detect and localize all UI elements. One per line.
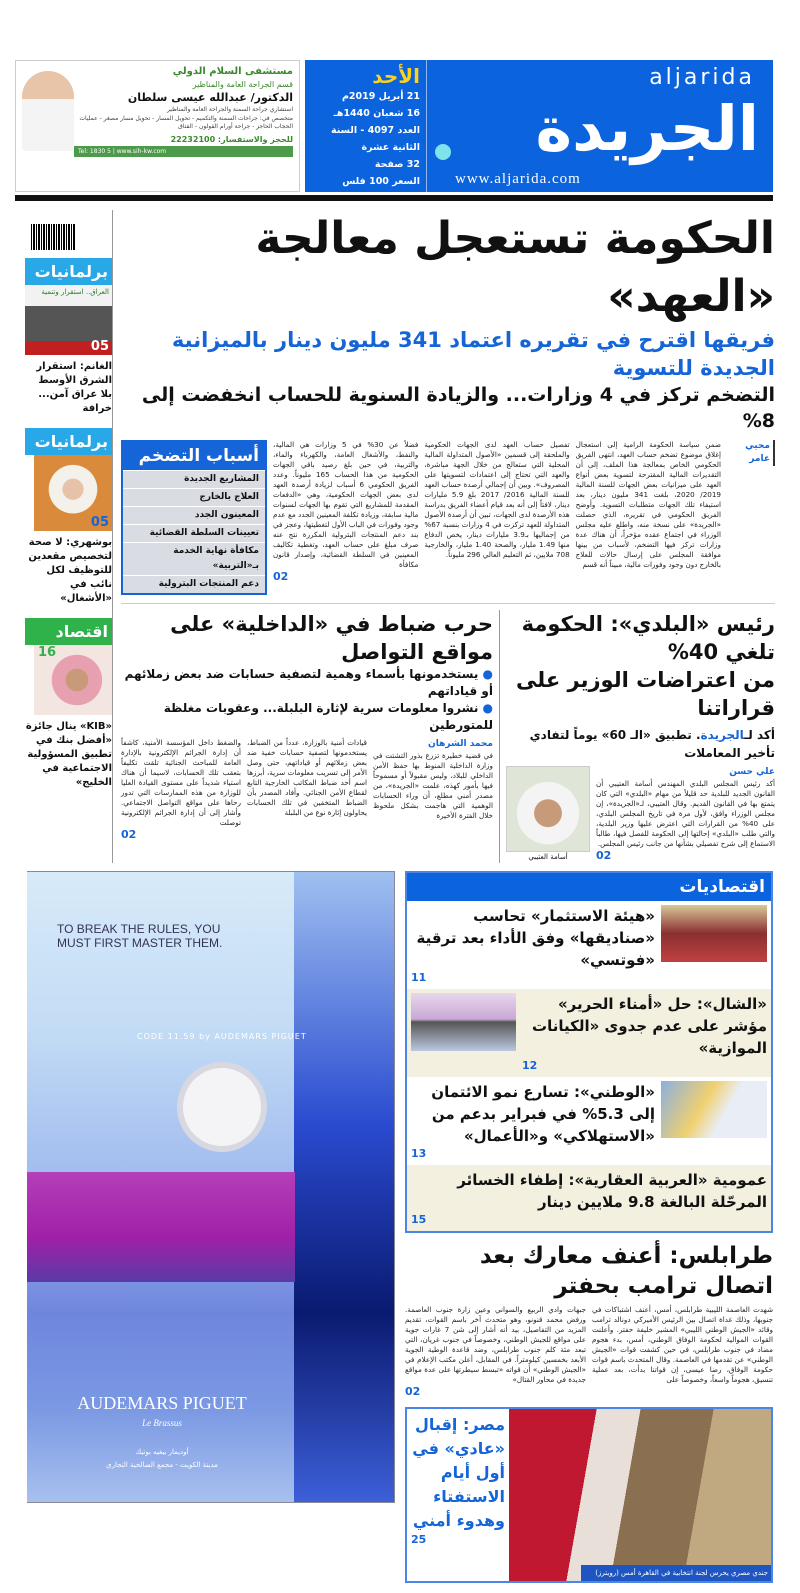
forest-image (27, 1172, 295, 1282)
police-bullet: ● نشروا معلومات سرية لإثارة البلبلة... وعقوبات مغلظة للمتورطين (121, 700, 493, 734)
website-url[interactable]: www.aljarida.com (455, 171, 581, 187)
byline: محيي عامر (727, 440, 775, 466)
byline: محمد الشرهان (428, 739, 493, 749)
skyline-photo (411, 993, 516, 1051)
credit-cards-photo (661, 1081, 767, 1138)
page-ref[interactable]: 02 (121, 828, 137, 841)
economy-label[interactable]: اقتصاديات (407, 873, 771, 901)
page-ref[interactable]: 13 (411, 1147, 427, 1160)
article-column: شهدت العاصمة الليبية طرابلس، أمس، أعنف اشتباكات في جنوبها، وذلك غداة اتصال بين الرئيس الأميركي دونالد ترامب وقائد «الجيش الوطني الليبي» المشير خليفة حفتر. وأعلنت القوات الموالية لحكومة الوفاق الوطني، أمس، بدء هجوم مضاد في جنوب طرابلس، في حين كشفت قوات «الجيش الوطني» عن تقدمها في العاصمة. وقال المتحدث باسم قوات حكومة الوفاق، رضا عيسى، إن قواتنا بدأت، بعد عملية تنسيق، هجوماً واسعاً، وخصوصاً على (592, 1305, 773, 1384)
date-gregorian: 21 أبريل 2019م (341, 91, 420, 102)
sidebar-story[interactable]: «KIB» ينال جائزة «أفضل بنك في تطبيق المسؤولية الاجتماعية في الخليج» (25, 721, 112, 788)
section-label-economy[interactable]: اقتصاد (25, 618, 112, 645)
municipal-subhead: أكد لـالجريدة. تطبيق «الـ 60» يوماً لتفادي تأخير المعاملات (529, 728, 775, 760)
ad-text (74, 65, 293, 187)
economy-headline: «هيئة الاستثمار» تحاسب «صناديقها» وفق الأداء بعد ترقية «فوتسي» (416, 907, 655, 969)
photo-wrap (506, 766, 590, 863)
issue-number: العدد 4097 - السنة الثانية عشرة (331, 125, 420, 153)
right-column (405, 871, 773, 1583)
subhead-text: تطبيق «الـ 60» يوماً لتفادي تأخير المعاملات (529, 728, 775, 760)
logo-dot-icon (435, 144, 451, 160)
police-bullet: ● يستخدمونها بأسماء وهمية لتصفية حسابات ضد بعض زملائهم أو قياداتهم (121, 666, 493, 700)
ad-photo (294, 872, 394, 1502)
ad-department: قسم الجراحة العامة والمناظير (192, 80, 293, 89)
sidebar (25, 210, 112, 863)
minister-photo (34, 455, 112, 531)
ad-doctor: الدكتور/ عبدالله عيسى سلطان (127, 91, 293, 104)
banker-photo (34, 645, 112, 715)
tripoli-headline[interactable]: طرابلس: أعنف معارك بعد اتصال ترامب بحفتر (479, 1243, 773, 1299)
ad-hospital: مستشفى السلام الدولي (172, 66, 293, 77)
police-story (121, 610, 500, 863)
economy-item[interactable] (407, 1077, 771, 1165)
page-ref[interactable]: 05 (90, 515, 109, 530)
causes-box (121, 440, 267, 595)
headline-line: رئيس «البلدي»: الحكومة تلغي 40% (521, 612, 775, 664)
economy-box (405, 871, 773, 1233)
page-ref[interactable]: 16 (38, 645, 57, 660)
police-columns (121, 738, 493, 842)
header (0, 0, 800, 210)
causes-title: أسباب التضخم (123, 442, 265, 470)
page-ref[interactable]: 02 (596, 849, 612, 862)
economy-item[interactable] (407, 901, 771, 989)
logo-arabic: الجريدة (535, 92, 759, 165)
photo-caption: أسامة العتيبي (528, 853, 568, 861)
ad-sub: Le Brassus (142, 1418, 182, 1428)
column-wrap (373, 738, 493, 842)
economy-text (411, 1081, 655, 1161)
article-column: فضلاً عن 30% في 5 وزارات هي المالية، والنفط، والأشغال العامة، والكهرباء والماء، والتربية، في حين بلغ رصيد باقي الجهات الحكومية من هذا الحساب 165 مليوناً. وعدد الفريق الحكومي 6 أسباب لزيادة أرصدة العهد لدى بعض الجهات الحكومية، وهي «الدفعات المقدمة للمشاريع التي تقوم بها الجهات لسنوات مالية سابقة، وزيادة تكلفة المعينين الجدد مع عدم وجود وفورات في الباب الأول لتغطيتها، وعجز في بند دعم المنتجات البترولية المكررة نتج عنه صرف مبلغ على حساب العهد، وتغطية تكاليف المعينين في السلطة القضائية، وإصدار قانون مكافأة (273, 440, 419, 569)
municipal-body (506, 766, 775, 863)
official-photo (506, 766, 590, 852)
page-count: 32 صفحة (374, 159, 420, 170)
economy-text (411, 905, 655, 985)
article-column-wrap (273, 440, 418, 595)
watch-icon (177, 1062, 267, 1152)
causes-item: المشاريع الجديدة (123, 470, 265, 488)
ad-brand: AUDEMARS PIGUET (77, 1393, 247, 1413)
byline: علي حسن (729, 767, 775, 777)
second-row (121, 604, 775, 863)
masthead (305, 60, 773, 192)
economy-item[interactable] (407, 1165, 771, 1231)
hospital-ad[interactable] (15, 60, 300, 192)
article-column: ضمن سياسة الحكومة الرامية إلى استعجال إغلاق موضوع تضخم حساب العهد، انتهى الفريق الحكومي الخاص بمعالجة هذا الملف، إلى أن التقديرات المالية المقترحة لتسوية بعض أنواع العهد على ميزانيات بعض الجهات للسنة المالية 2019/ 2020، بلغت 341 مليون دينار، بعد استيفاء تلك الجهات متطلبات التسوية. وأوضح الفريق الحكومي في تقريره، الذي حصلت «الجريدة» على نسخة منه، واطلع عليه مجلس الوزراء في اجتماع عقده مؤخراً، أن هناك عدة وزارات تركز فيها التضخم، لأسباب من بينها موافقة المجلس على إرسال حالات للعلاج بالخارج دون وجود وفورات مالية، مبيناً أنه قسم (575, 440, 721, 569)
page-ref[interactable]: 15 (411, 1213, 427, 1226)
section-label-parliament[interactable]: برلمانيات (25, 258, 112, 285)
economy-text (522, 993, 767, 1073)
main-column (112, 210, 775, 863)
price: السعر 100 فلس (342, 176, 420, 187)
municipal-story (500, 610, 775, 863)
sidebar-story[interactable]: بوشهري: لا صحة لتخصيص مقعدين للتوظيف لكل نائب في «الأشغال» (28, 537, 112, 604)
doctor-photo (22, 71, 74, 151)
economy-item[interactable] (407, 989, 771, 1077)
page-ref[interactable]: 11 (411, 971, 427, 984)
ad-specialties: متخصص في: جراحات السمنة والتكميم - تحويل المسار - تحويل مسار مصغر - عمليات الحجاب الحاجز - جراحة أورام القولون - الفتاق (79, 115, 293, 130)
page-ref[interactable]: 02 (405, 1385, 421, 1398)
page-ref[interactable]: 25 (411, 1533, 427, 1546)
stock-exchange-photo (661, 905, 767, 962)
ad-watch-name: CODE 11.59 by AUDEMARS PIGUET (137, 1032, 307, 1041)
article-column: والضغط داخل المؤسسة الأمنية، كاشفاً أن إدارة الجرائم الإلكترونية بالإدارة العامة للمباحث الجنائية تلقت تكليفاً بتعقب تلك الحسابات، لاسيما أن هناك استياء شديداً على مستوى القيادة العليا للوزارة من هذه الممارسات التي تدور رحاها على مواقع التواصل الاجتماعي. وأشار إلى أن إدارة الجرائم الإلكترونية توصلت (121, 738, 241, 827)
date-hijri: 16 شعبان 1440هـ (333, 108, 420, 119)
logo-latin: aljarida (649, 65, 755, 90)
watch-ad[interactable] (27, 871, 395, 1503)
page-ref[interactable]: 02 (273, 570, 289, 583)
article-column: في قضية خطيرة تزرع بذور التشتت في وزارة الداخلية المنوط بها حفظ الأمن الداخلي للبلاد، وليس مقبولاً أو مسموحاً فيها بأمور كهذه، علمت «الجريدة»، من مصدر أمني مطلع، أن وراء الحسابات الوهمية التي هاجمت بشكل ملحوظ خلال الفترة الأخيرة (373, 751, 493, 820)
parliament-photo (25, 285, 112, 355)
causes-item: مكافأة نهاية الخدمة بـ«التربية» (123, 542, 265, 575)
barcode (31, 224, 76, 250)
municipal-text (596, 766, 775, 863)
lead-subhead: فريقها اقترح في تقريره اعتماد 341 مليون دينار بالميزانية الجديدة للتسوية (171, 328, 775, 380)
causes-item: العلاج بالخارج (123, 488, 265, 506)
column-wrap (405, 1305, 586, 1399)
ad-contact: Tel: 1830 5 | www.sih-kw.com (74, 146, 293, 157)
section-label-parliament[interactable]: برلمانيات (25, 428, 112, 455)
egypt-headline: مصر: إقبال «عادي» في أول أيام الاستفتاء وهدوء أمني (412, 1415, 505, 1530)
egypt-story[interactable] (405, 1407, 773, 1583)
ad-tagline: TO BREAK THE RULES, YOU MUST FIRST MASTER THEM. (57, 922, 223, 950)
economy-text (411, 1169, 767, 1227)
page-ref[interactable]: 12 (522, 1059, 538, 1072)
police-headline[interactable]: حرب ضباط في «الداخلية» على مواقع التواصل (170, 612, 493, 664)
article-column: جبهات وادي الربيع والسواني وعين زارة جنوب العاصمة. ورفض محمد قنونو، وهو متحدث آخر باسم القوات، تقديم المزيد من التفاصيل، بيد أنه أشار إلى شن 7 غارات جوية على مواقع للجيش الوطني، وخصوصاً في جنوب غريان، التي تبعد مئة كلم جنوب طرابلس، وضد قاعدة الوطية الجوية الأبعد بخمسين كيلومتراً. في المقابل، أعلن مكتب الإعلام في «الجيش الوطني» أن قواته «تبسط سيطرتها على عدة مواقع جديدة في محاور القتال» (405, 1305, 586, 1384)
middle-section (0, 210, 800, 863)
page-ref[interactable]: 05 (90, 339, 109, 354)
article-column: تفصيل حساب العهد لدى الجهات الحكومية والملحقة إلى قسمين «الأصول المتداولة المالية المحلية التي ستعالج من خلال الجهة مباشرة، والعهد التي تحتاج إلى اعتمادات لتسويتها على المصروف». وبين أن إجمالي أرصدة حساب العهد للسنة المالية 2016/ 2017 بلغ 5.9 مليارات دينار، لافتاً إلى أنه بعد قيام أعضاء الفريق بدراسة هذه الأرصدة لدى الجهات، تبين أن أرصدة الأصول المتداولة للعهد تركزت في 4 وزارات بنسبة 67% من إجماليها بـ3.9 مليارات دينار، يخص الدفاع منها 1.49 مليار، والصحة 1.40 مليار، والخارجية 708 ملايين، ثم التعليم العالي 296 مليوناً. (424, 440, 570, 559)
causes-item: المعينون الجدد (123, 506, 265, 524)
column-wrap (121, 738, 241, 842)
subhead-prefix: أكد لـ (744, 728, 775, 742)
photo-caption: جندي مصري يحرس لجنة انتخابية في القاهرة أمس (رويترز) (581, 1565, 771, 1581)
article-body: أكد رئيس المجلس البلدي المهندس أسامة العتيبي أن القانون الجديد للبلدية حد قليلاً من مهام «البلدي» التي كان يتمتع بها في القانون القديم. وقال العتيبي، لـ«الجريدة»، إن مجلس الوزراء وافق، لأول مرة في تاريخ المجلس البلدي، على 40% من القرارات التي اعترض عليها وزير البلدية، والتي طلب «البلدي» إحالتها إلى الحكومة للفصل فيها، طالباً الاستماع إلى شرح تفصيلي بشأنها من جانب رئيس المجلس. (596, 779, 775, 848)
day-name: الأحد (372, 64, 420, 88)
tripoli-columns (405, 1305, 773, 1399)
lead-headline[interactable]: الحكومة تستعجل معالجة «العهد» (255, 213, 775, 322)
ad-address: مدينة الكويت - مجمع الصالحية التجاري (106, 1461, 218, 1469)
egypt-photo (509, 1409, 771, 1581)
headline-line: من اعتراضات الوزير على قراراتنا (516, 668, 775, 720)
egypt-text (407, 1409, 509, 1581)
sidebar-story[interactable]: الغانم: استقرار الشرق الأوسط بلا عراق آمن... خرافة (36, 361, 112, 414)
article-column: قيادات أمنية بالوزارة، عدداً من الضباط، يستخدمونها لتصفية حسابات خفية ضد بعض زملائهم أو قياداتهم، حتى وصل الأمر إلى تسريب معلومات سرية، أبرزها اسم أحد ضباط المكاتب الخارجية التابع لقطاع الأمن الجنائي. وأفاد المصدر بأن الضباط المتخفين في تلك الحسابات يحاولون إثارة نوع من البلبلة (247, 738, 367, 817)
municipal-headline[interactable] (506, 610, 775, 722)
lead-article (121, 440, 775, 604)
issue-info (305, 60, 427, 192)
economy-headline: «الشال»: حل «أمناء الحرير» مؤشر على عدم جدوى «الكيانات الموازية» (532, 995, 767, 1057)
brand-name: الجريدة (700, 728, 745, 742)
ad-boutique: أوديمار بيغيه بوتيك (135, 1448, 189, 1456)
lead-subhead-2: التضخم تركز في 4 وزارات... والزيادة السنوية للحساب انخفضت إلى 8% (141, 384, 775, 432)
economy-headline: عمومية «العربية العقارية»: إطفاء الخسائر المرحّلة البالغة 9.8 ملايين دينار (457, 1171, 767, 1211)
causes-item: تعيينات السلطة القضائية (123, 524, 265, 542)
ad-booking: للحجز والاستفسار: 22232100 (170, 135, 293, 144)
ad-title: استشاري جراحة السمنة والجراحة العامة والمناظير (167, 106, 293, 113)
photo-caption: العراق.. استقرار وتنمية (41, 288, 109, 296)
economy-headline: «الوطني»: تسارع نمو الائتمان إلى 5.3% في فبراير بدعم من «الاستهلاكي» و«الأعمال» (431, 1083, 655, 1145)
bottom-section (0, 863, 800, 1593)
divider (15, 195, 773, 201)
causes-item: دعم المنتجات البترولية (123, 575, 265, 593)
